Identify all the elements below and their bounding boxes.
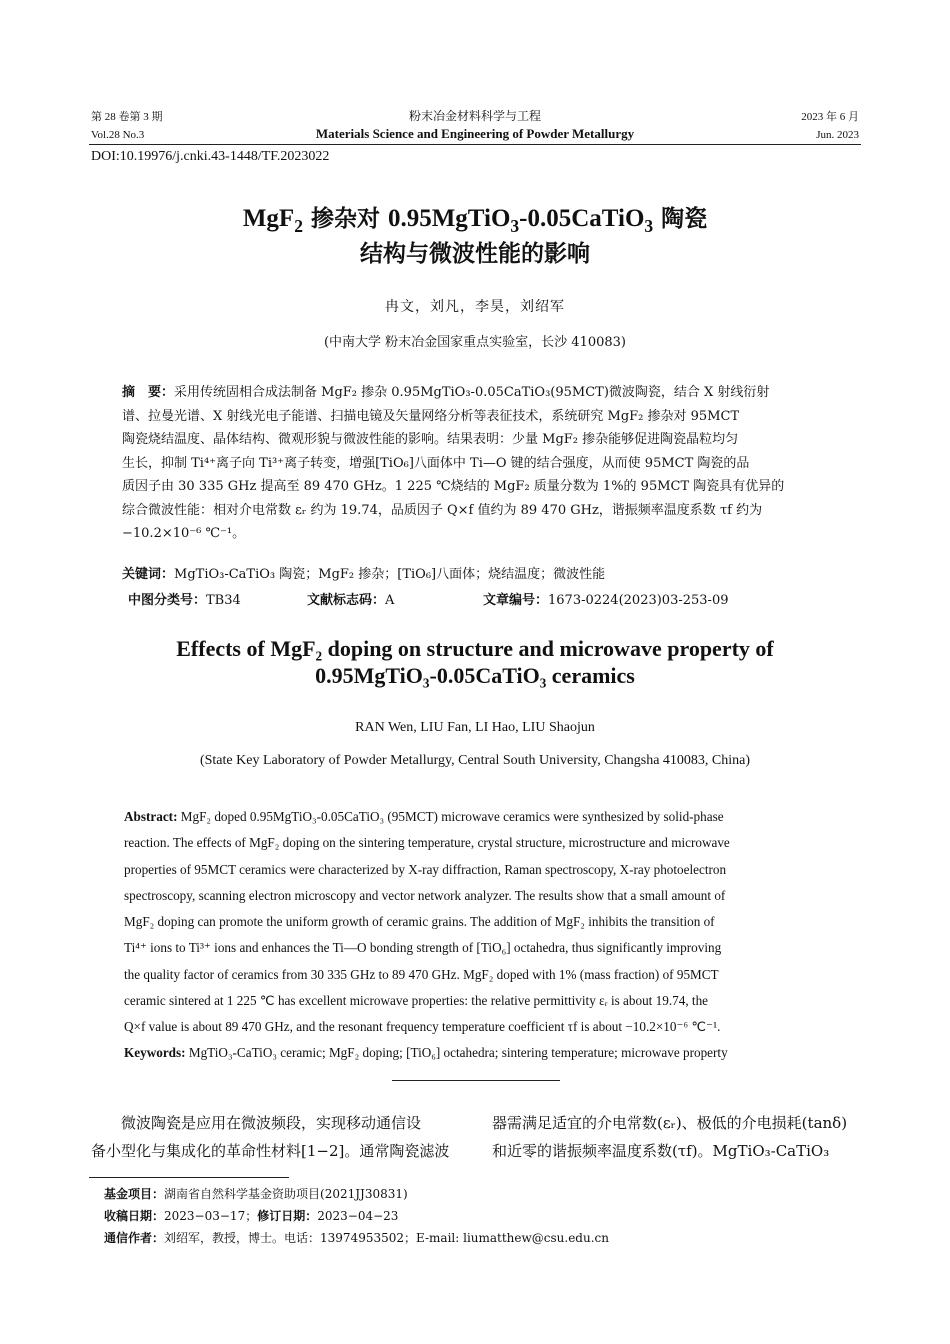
body-line: 器需满足适宜的介电常数(εᵣ)、极低的介电损耗(tanδ) <box>492 1114 848 1132</box>
abstract-en-line: ceramic sintered at 1 225 ℃ has excellent microwave properties: the relative permittivity εᵣ is about 19.74, the <box>124 993 709 1009</box>
clc-number: 中图分类号：TB34 <box>128 593 241 608</box>
abstract-cn-line: −10.2×10⁻⁶ ℃⁻¹。 <box>122 526 246 541</box>
abstract-cn-line: 质因子由 30 335 GHz 提高至 89 470 GHz。1 225 ℃烧结的 MgF₂ 质量分数为 1%的 95MCT 陶瓷具有优异的 <box>122 479 785 494</box>
footnote-fund: 基金项目：湖南省自然科学基金资助项目(2021JJ30831) <box>104 1187 408 1201</box>
document-code: 文献标志码：A <box>307 593 395 608</box>
header-date-cn: 2023 年 6 月 <box>801 111 859 123</box>
keywords-en <box>124 1045 827 1061</box>
abstract-cn-line: 陶瓷烧结温度、晶体结构、微观形貌与微波性能的影响。结果表明：少量 MgF₂ 掺杂能够促进陶瓷晶粒均匀 <box>122 432 739 447</box>
section-divider <box>392 1080 560 1081</box>
doi: DOI:10.19976/j.cnki.43-1448/TF.2023022 <box>91 149 330 164</box>
abstract-en-line: Abstract: MgF₂ doped 0.95MgTiO₃-0.05CaTiO₃ (95MCT) microwave ceramics were synthesized by solid-phase <box>124 809 724 824</box>
title-cn-line1: MgF$_2$ 掺杂对 0.95MgTiO$_3$-0.05CaTiO$_3$ 陶瓷 <box>242 205 708 236</box>
keywords-cn-text: MgTiO₃-CaTiO₃ 陶瓷；MgF₂ 掺杂；[TiO₆]八面体；烧结温度；微波性能 <box>174 567 606 582</box>
abstract-en-line: MgF₂ doping can promote the uniform growth of ceramic grains. The addition of MgF₂ inhibits the transition of <box>124 914 715 930</box>
body-left-column <box>91 1109 461 1165</box>
affiliation-cn: (中南大学 粉末冶金国家重点实验室，长沙 410083) <box>323 335 627 350</box>
abstract-cn-line: 谱、拉曼光谱、X 射线光电子能谱、扫描电镜及矢量网络分析等表征技术，系统研究 MgF₂ 掺杂对 95MCT <box>122 408 740 424</box>
title-cn-line2: 结构与微波性能的影响 <box>360 241 590 267</box>
keywords-cn-label: 关键词： <box>122 567 175 582</box>
abstract-cn-line: 摘 要：采用传统固相合成法制备 MgF₂ 掺杂 0.95MgTiO₃-0.05CaTiO₃(95MCT)微波陶瓷，结合 X 射线衍射 <box>122 385 770 400</box>
authors-en: RAN Wen, LIU Fan, LI Hao, LIU Shaojun <box>355 720 595 735</box>
title-en-line2: 0.95MgTiO₃-0.05CaTiO₃ ceramics <box>315 663 635 688</box>
abstract-cn <box>122 381 828 546</box>
abstract-en-line: the quality factor of ceramics from 30 335 GHz to 89 470 GHz. MgF₂ doped with 1% (mass fraction) of 95MCT <box>124 966 719 982</box>
footnote-dates: 收稿日期：2023−03−17；修订日期：2023−04−23 <box>104 1209 399 1223</box>
abstract-cn-label: 摘 要： <box>122 385 175 400</box>
authors-cn: 冉文，刘凡，李昊，刘绍军 <box>385 299 565 315</box>
body-line: 微波陶瓷是应用在微波频段，实现移动通信设 <box>91 1114 422 1132</box>
abstract-en-line: reaction. The effects of MgF₂ doping on the sintering temperature, crystal structure, microstructure and microwave <box>124 835 730 851</box>
body-line: 和近零的谐振频率温度系数(τf)。MgTiO₃-CaTiO₃ <box>492 1142 830 1160</box>
abstract-en-label: Abstract: <box>124 809 178 824</box>
header-journal-cn: 粉末冶金材料科学与工程 <box>408 109 541 123</box>
abstract-en-line: spectroscopy, scanning electron microscopy and vector network analyzer. The results show that a small amount of <box>124 887 726 903</box>
abstract-en-line: properties of 95MCT ceramics were characterized by X-ray diffraction, Raman spectroscopy, X-ray photoelectron <box>124 861 727 877</box>
footnote-rule <box>89 1177 289 1178</box>
title-en-line1: Effects of MgF₂ doping on structure and microwave property of <box>176 636 774 661</box>
keywords-en-label: Keywords: <box>124 1045 186 1060</box>
header-volume-cn: 第 28 卷第 3 期 <box>91 111 163 123</box>
abstract-en-line: Ti⁴⁺ ions to Ti³⁺ ions and enhances the Ti—O bonding strength of [TiO₆] octahedra, thus significantly improving <box>124 940 722 956</box>
abstract-cn-line: 生长，抑制 Ti⁴⁺离子向 Ti³⁺离子转变，增强[TiO₆]八面体中 Ti—O 键的结合强度，从而使 95MCT 陶瓷的品 <box>122 455 750 471</box>
body-line: 备小型化与集成化的革命性材料[1−2]。通常陶瓷滤波 <box>91 1142 450 1160</box>
abstract-cn-line: 综合微波性能：相对介电常数 εᵣ 约为 19.74，品质因子 Q×f 值约为 89 470 GHz，谐振频率温度系数 τf 约为 <box>122 502 763 518</box>
header-rule <box>89 144 861 145</box>
header-date-en: Jun. 2023 <box>816 129 859 141</box>
keywords-en-text: MgTiO₃-CaTiO₃ ceramic; MgF₂ doping; [TiO₆] octahedra; sintering temperature; microwave property <box>185 1045 728 1060</box>
affiliation-en: (State Key Laboratory of Powder Metallurgy, Central South University, Changsha 410083, China) <box>199 753 751 768</box>
header-journal-en: Materials Science and Engineering of Powder Metallurgy <box>315 126 635 141</box>
abstract-en <box>124 804 827 1041</box>
body-right-column <box>492 1109 862 1165</box>
keywords-cn <box>122 563 828 582</box>
article-number: 文章编号：1673-0224(2023)03-253-09 <box>483 593 729 608</box>
abstract-en-line: Q×f value is about 89 470 GHz, and the resonant frequency temperature coefficient τf is about −10.2×10⁻⁶ ℃⁻¹. <box>124 1019 721 1035</box>
header-volume-en: Vol.28 No.3 <box>91 129 145 141</box>
footnote-corresponding-author: 通信作者：刘绍军，教授，博士。电话：13974953502；E-mail: liumatthew@csu.edu.cn <box>104 1231 609 1245</box>
